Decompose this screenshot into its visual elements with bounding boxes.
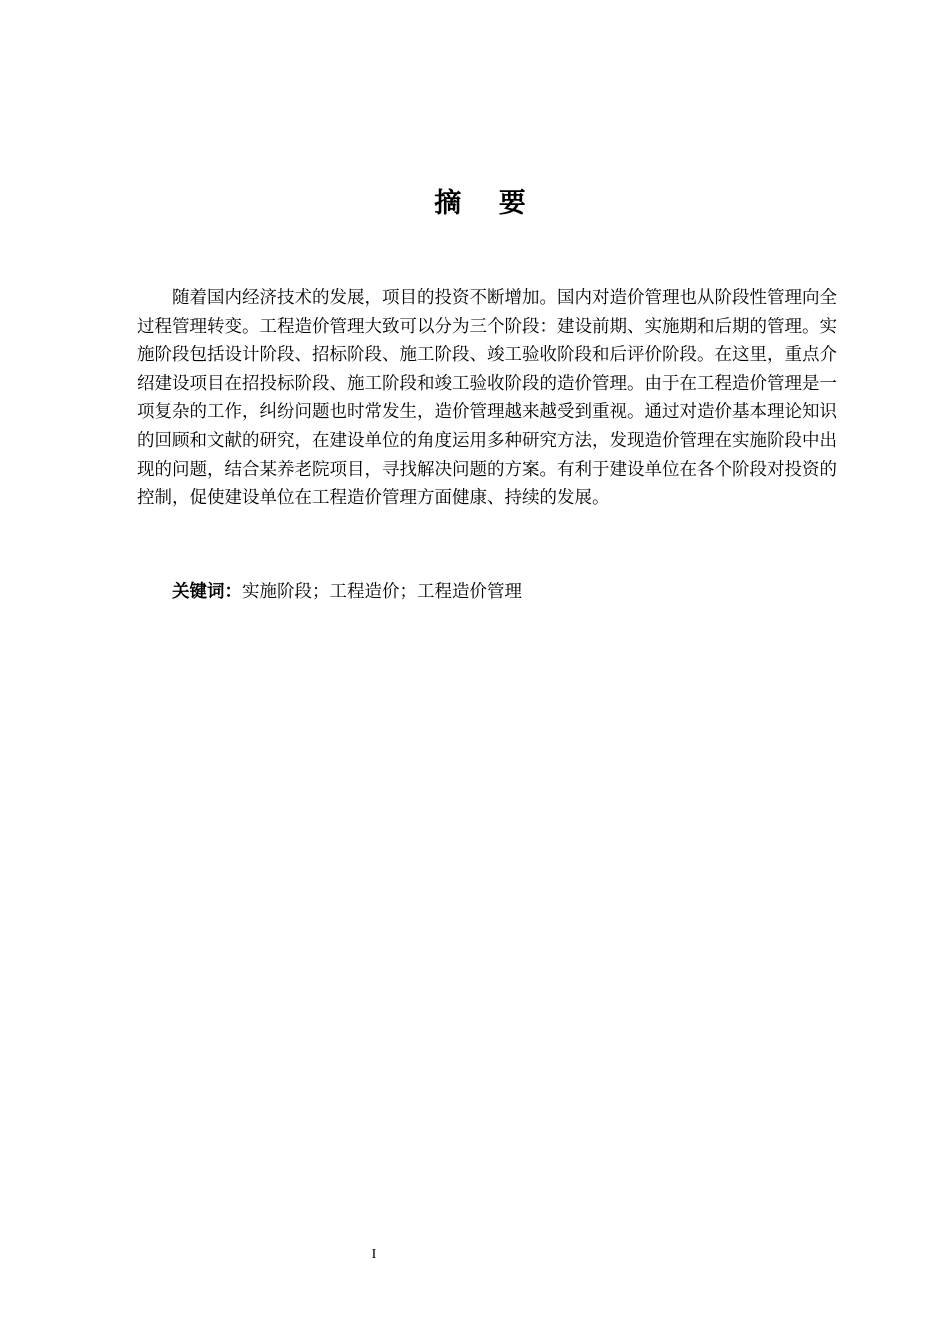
keywords-line [172,578,522,606]
abstract-title: 摘 要 [434,188,540,219]
abstract-body: 随着国内经济技术的发展，项目的投资不断增加。国内对造价管理也从阶段性管理向全过程管理转变。工程造价管理大致可以分为三个阶段：建设前期、实施期和后期的管理。实施阶段包括设计阶段、招标阶段、施工阶段、竣工验收阶段和后评价阶段。在这里，重点介绍建设项目在招投标阶段、施工阶段和竣工验收阶段的造价管理。由于在工程造价管理是一项复杂的工作，纠纷问题也时常发生，造价管理越来越受到重视。通过对造价基本理论知识的回顾和文献的研究，在建设单位的角度运用多种研究方法，发现造价管理在实施阶段中出现的问题，结合某养老院项目，寻找解决问题的方案。有利于建设单位在各个阶段对投资的控制，促使建设单位在工程造价管理方面健康、持续的发展。 [137,288,837,509]
page-number: I [371,1247,377,1262]
keywords-label: 关键词： [172,582,242,602]
keywords-value: 实施阶段；工程造价；工程造价管理 [242,582,522,602]
